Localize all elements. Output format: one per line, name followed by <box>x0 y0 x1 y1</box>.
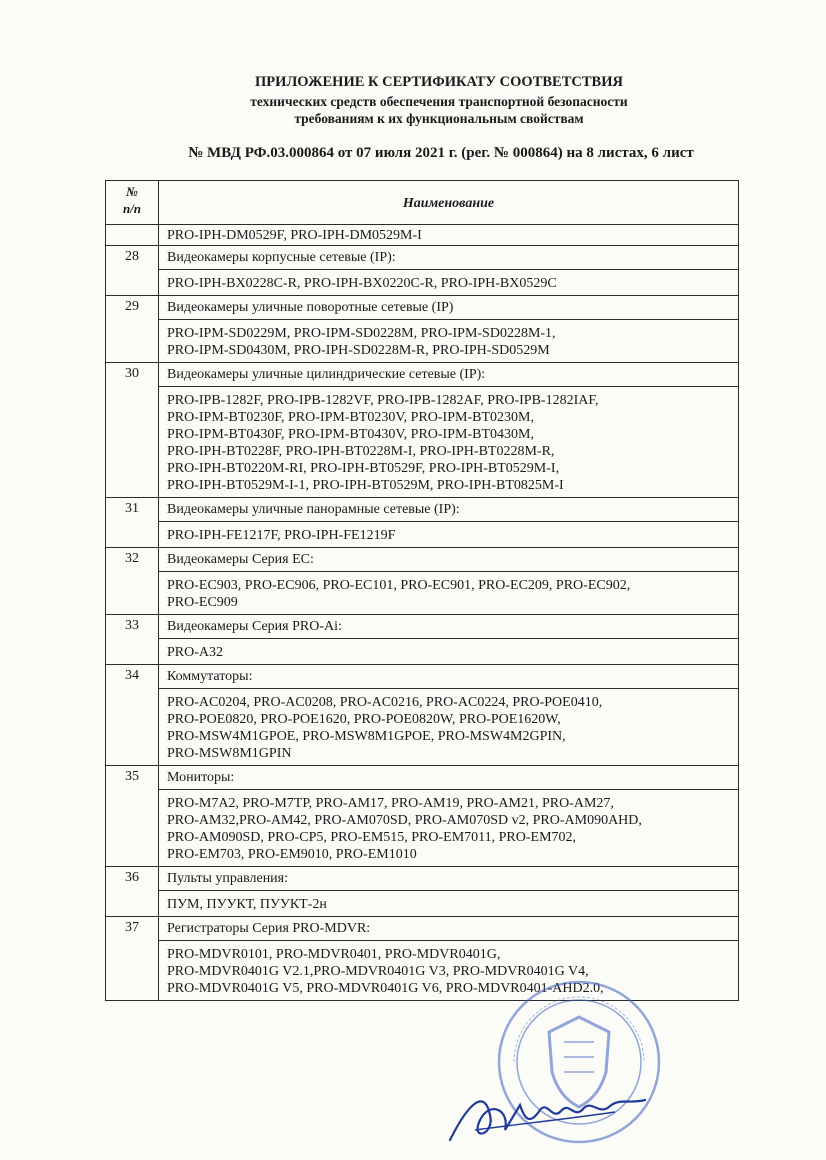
model-line: PRO-EC903, PRO-EC906, PRO-EC101, PRO-EC901, PRO-EC209, PRO-EC902, <box>167 578 631 593</box>
table-row-category <box>106 615 739 639</box>
row-category: Коммутаторы: <box>159 665 739 689</box>
row-category: Видеокамеры Серия EC: <box>159 548 739 572</box>
row-models <box>159 891 739 917</box>
row-number: 32 <box>106 548 159 615</box>
row-number: 28 <box>106 246 159 296</box>
row-number: 37 <box>106 917 159 1001</box>
model-line: PRO-M7A2, PRO-M7TP, PRO-AM17, PRO-AM19, PRO-AM21, PRO-AM27, <box>167 796 614 811</box>
row-models <box>159 639 739 665</box>
model-line: PRO-EC909 <box>167 595 238 610</box>
row-number: 34 <box>106 665 159 766</box>
model-line: PRO-IPH-BT0529M-I-1, PRO-IPH-BT0529M, PRO-IPH-BT0825M-I <box>167 478 564 493</box>
model-line: PRO-IPB-1282F, PRO-IPB-1282VF, PRO-IPB-1282AF, PRO-IPB-1282IAF, <box>167 393 599 408</box>
model-line: PRO-MSW8M1GPIN <box>167 746 292 761</box>
table-row-category <box>106 246 739 270</box>
model-line: PRO-IPM-BT0430F, PRO-IPM-BT0430V, PRO-IPM-BT0430M, <box>167 427 534 442</box>
table-row-category <box>106 296 739 320</box>
row-models <box>159 387 739 498</box>
row-category: Видеокамеры уличные панорамные сетевые (IP): <box>159 498 739 522</box>
table-row-category <box>106 867 739 891</box>
model-line: PRO-A32 <box>167 645 224 660</box>
table-row-models <box>106 572 739 615</box>
table-row-category <box>106 548 739 572</box>
row-models <box>159 790 739 867</box>
table-row-category <box>106 498 739 522</box>
model-line: PRO-IPH-DM0529F, PRO-IPH-DM0529M-I <box>167 228 422 243</box>
model-line: PRO-AM090SD, PRO-CP5, PRO-EM515, PRO-EM7011, PRO-EM702, <box>167 830 577 845</box>
table-row-category <box>106 917 739 941</box>
row-category: Видеокамеры корпусные сетевые (IP): <box>159 246 739 270</box>
table-header-row <box>106 181 739 225</box>
document-subtitle-line2: требованиям к их функциональным свойствам <box>294 111 584 126</box>
row-category: Видеокамеры Серия PRO-Ai: <box>159 615 739 639</box>
table-row-category <box>106 766 739 790</box>
document-title: ПРИЛОЖЕНИЕ К СЕРТИФИКАТУ СООТВЕТСТВИЯ <box>255 74 623 90</box>
row-models <box>159 572 739 615</box>
row-models <box>159 522 739 548</box>
model-line: PRO-AC0204, PRO-AC0208, PRO-AC0216, PRO-AC0224, PRO-POE0410, <box>167 695 603 710</box>
row-number: 30 <box>106 363 159 498</box>
row-models <box>159 270 739 296</box>
model-line: PRO-MDVR0101, PRO-MDVR0401, PRO-MDVR0401G, <box>167 947 501 962</box>
model-line: PRO-IPM-SD0229M, PRO-IPM-SD0228M, PRO-IPM-SD0228M-1, <box>167 326 556 341</box>
row-category: Мониторы: <box>159 766 739 790</box>
table-row-models <box>106 387 739 498</box>
row-category: Пульты управления: <box>159 867 739 891</box>
table-row-models <box>106 891 739 917</box>
table-row-category <box>106 363 739 387</box>
row-category: Видеокамеры уличные поворотные сетевые (IP) <box>159 296 739 320</box>
row-number: 31 <box>106 498 159 548</box>
table-row-models <box>106 320 739 363</box>
model-line: PRO-IPH-FE1217F, PRO-IPH-FE1219F <box>167 528 396 543</box>
column-header-number-l2: п/п <box>122 201 142 216</box>
row-number: 29 <box>106 296 159 363</box>
model-line: PRO-MSW4M1GPOE, PRO-MSW8M1GPOE, PRO-MSW4M2GPIN, <box>167 729 566 744</box>
table-row-models <box>106 522 739 548</box>
column-header-number-l1: № <box>126 184 138 199</box>
model-line: PRO-MDVR0401G V2.1,PRO-MDVR0401G V3, PRO-MDVR0401G V4, <box>167 964 589 979</box>
handwritten-signature <box>440 1080 650 1150</box>
model-line: PRO-IPM-SD0430M, PRO-IPH-SD0228M-R, PRO-IPH-SD0529M <box>167 343 550 358</box>
row-number: 35 <box>106 766 159 867</box>
model-line: PRO-EM703, PRO-EM9010, PRO-EM1010 <box>167 847 417 862</box>
column-header-name: Наименование <box>159 181 739 225</box>
table-row-models <box>106 639 739 665</box>
row-models <box>159 320 739 363</box>
document-subtitle-line1: технических средств обеспечения транспортной безопасности <box>250 94 628 109</box>
table-row-models <box>106 689 739 766</box>
model-line: PRO-AM32,PRO-AM42, PRO-AM070SD, PRO-AM070SD v2, PRO-AM090AHD, <box>167 813 642 828</box>
row-category: Видеокамеры уличные цилиндрические сетевые (IP): <box>159 363 739 387</box>
model-line: PRO-IPH-BT0228F, PRO-IPH-BT0228M-I, PRO-IPH-BT0228M-R, <box>167 444 555 459</box>
table-row-continuation <box>106 225 739 246</box>
row-number: 33 <box>106 615 159 665</box>
row-number: 36 <box>106 867 159 917</box>
row-models <box>159 225 739 246</box>
table-row-category <box>106 665 739 689</box>
row-models <box>159 689 739 766</box>
equipment-table <box>105 180 739 1001</box>
table-row-models <box>106 790 739 867</box>
model-line: PRO-IPM-BT0230F, PRO-IPM-BT0230V, PRO-IPM-BT0230M, <box>167 410 534 425</box>
certificate-reference: № МВД РФ.03.000864 от 07 июля 2021 г. (рег. № 000864) на 8 листах, 6 лист <box>188 145 694 161</box>
model-line: PRO-MDVR0401G V5, PRO-MDVR0401G V6, PRO-MDVR0401-AHD2.0, <box>167 981 604 996</box>
model-line: PRO-IPH-BT0220M-RI, PRO-IPH-BT0529F, PRO-IPH-BT0529M-I, <box>167 461 560 476</box>
row-number-empty <box>106 225 159 246</box>
model-line: PRO-POE0820, PRO-POE1620, PRO-POE0820W, PRO-POE1620W, <box>167 712 561 727</box>
model-line: PRO-IPH-BX0228C-R, PRO-IPH-BX0220C-R, PRO-IPH-BX0529C <box>167 276 557 291</box>
model-line: ПУМ, ПУУКТ, ПУУКТ-2н <box>167 897 327 912</box>
row-category: Регистраторы Серия PRO-MDVR: <box>159 917 739 941</box>
table-row-models <box>106 270 739 296</box>
column-header-number <box>106 181 159 225</box>
